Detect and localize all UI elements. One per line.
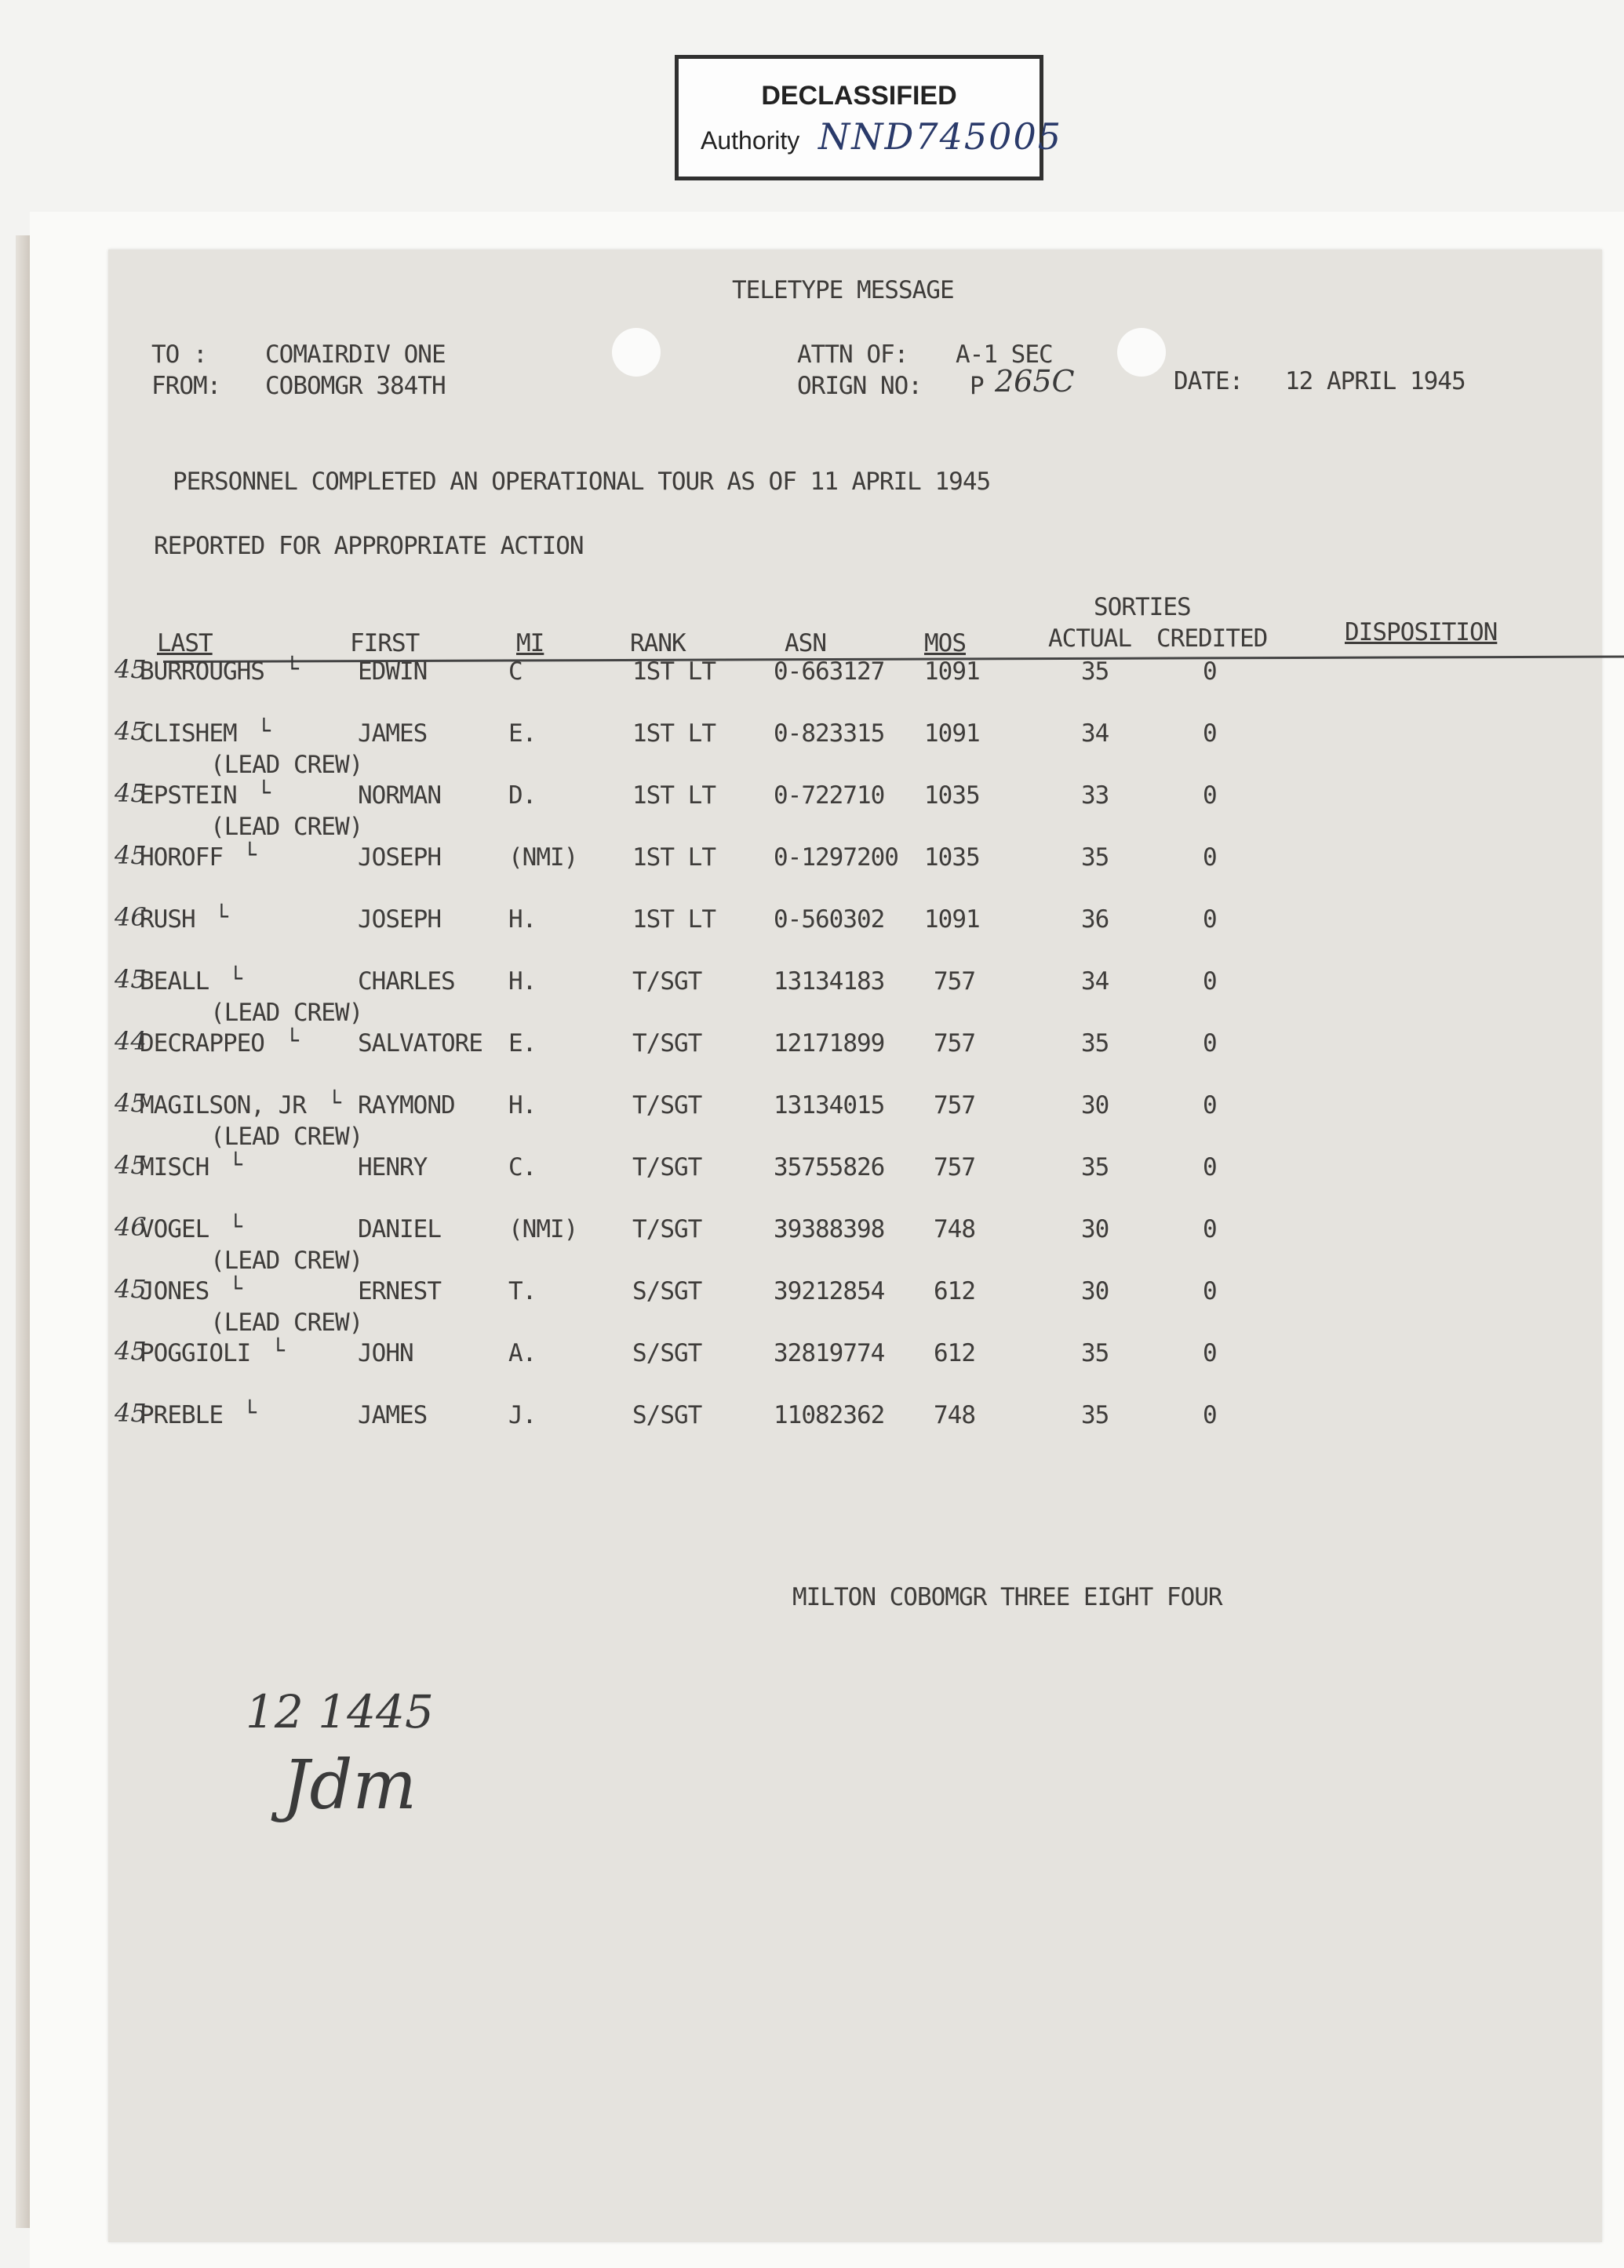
- row-asn: 0-722710: [774, 781, 885, 810]
- row-mi: H.: [508, 905, 537, 934]
- row-number: 45: [115, 1274, 147, 1304]
- row-first: JAMES: [358, 719, 428, 748]
- row-mi: H.: [508, 1091, 537, 1119]
- row-mi: C: [508, 657, 523, 686]
- row-number: 45: [115, 1398, 147, 1428]
- row-first: SALVATORE: [358, 1029, 482, 1058]
- row-number: 46: [115, 1212, 147, 1242]
- row-credited: 0: [1203, 781, 1217, 810]
- row-asn: 39388398: [774, 1215, 885, 1243]
- check-mark-icon: └: [286, 1028, 299, 1054]
- row-rank: T/SGT: [632, 1153, 702, 1181]
- stamp-title: DECLASSIFIED: [761, 81, 957, 111]
- action-line: REPORTED FOR APPROPRIATE ACTION: [154, 532, 584, 560]
- row-asn: 0-663127: [774, 657, 885, 686]
- col-last: LAST: [157, 629, 213, 657]
- row-last: RUSH: [140, 905, 195, 934]
- row-note: (LEAD CREW): [210, 813, 363, 841]
- row-rank: 1ST LT: [632, 719, 716, 748]
- row-note: (LEAD CREW): [210, 1309, 363, 1337]
- row-last: VOGEL: [140, 1215, 209, 1243]
- row-credited: 0: [1203, 1339, 1217, 1367]
- row-number: 45: [115, 778, 147, 808]
- tour-completion-line: PERSONNEL COMPLETED AN OPERATIONAL TOUR AS OF 11 APRIL 1945: [173, 468, 991, 496]
- row-mos: 1035: [924, 781, 980, 810]
- attn-value: A-1 SEC: [956, 340, 1053, 369]
- col-asn: ASN: [785, 629, 826, 657]
- row-mi: E.: [508, 1029, 537, 1058]
- row-rank: S/SGT: [632, 1339, 702, 1367]
- row-asn: 32819774: [774, 1339, 885, 1367]
- row-mi: T.: [508, 1277, 537, 1305]
- origin-prefix: P: [970, 372, 984, 400]
- row-number: 45: [115, 1336, 147, 1366]
- row-actual: 34: [1081, 719, 1109, 748]
- row-note: (LEAD CREW): [210, 1247, 363, 1275]
- row-credited: 0: [1203, 843, 1217, 872]
- row-actual: 34: [1081, 967, 1109, 996]
- row-rank: T/SGT: [632, 1215, 702, 1243]
- row-mi: H.: [508, 967, 537, 996]
- row-credited: 0: [1203, 657, 1217, 686]
- row-number: 46: [115, 902, 147, 932]
- row-asn: 13134183: [774, 967, 885, 996]
- row-asn: 35755826: [774, 1153, 885, 1181]
- row-number: 45: [115, 840, 147, 870]
- row-mi: A.: [508, 1339, 537, 1367]
- row-credited: 0: [1203, 1153, 1217, 1181]
- punch-hole-right: [1117, 328, 1166, 377]
- row-note: (LEAD CREW): [210, 999, 363, 1027]
- row-first: JOSEPH: [358, 843, 441, 872]
- row-rank: 1ST LT: [632, 905, 716, 934]
- attn-label: ATTN OF:: [797, 340, 908, 369]
- row-mos: 748: [934, 1401, 975, 1429]
- stamp-authority-value: NND745005: [818, 115, 1062, 158]
- row-mos: 748: [934, 1215, 975, 1243]
- handwritten-time: 12 1445: [246, 1685, 434, 1738]
- row-actual: 30: [1081, 1091, 1109, 1119]
- check-mark-icon: └: [215, 904, 228, 930]
- col-actual: ACTUAL: [1048, 624, 1131, 653]
- row-first: EDWIN: [358, 657, 428, 686]
- row-last: CLISHEM: [140, 719, 237, 748]
- row-credited: 0: [1203, 1277, 1217, 1305]
- row-note: (LEAD CREW): [210, 751, 363, 779]
- row-mos: 757: [934, 1091, 975, 1119]
- row-actual: 33: [1081, 781, 1109, 810]
- row-first: CHARLES: [358, 967, 455, 996]
- check-mark-icon: └: [243, 842, 257, 868]
- row-mos: 1091: [924, 719, 980, 748]
- row-rank: S/SGT: [632, 1401, 702, 1429]
- row-mos: 1035: [924, 843, 980, 872]
- check-mark-icon: └: [243, 1400, 257, 1425]
- row-mi: D.: [508, 781, 537, 810]
- row-actual: 35: [1081, 657, 1109, 686]
- row-first: JOHN: [358, 1339, 413, 1367]
- sorties-label: SORTIES: [1094, 593, 1191, 621]
- row-last: BEALL: [140, 967, 209, 996]
- row-mi: C.: [508, 1153, 537, 1181]
- row-mi: J.: [508, 1401, 537, 1429]
- col-mos: MOS: [924, 629, 966, 657]
- row-credited: 0: [1203, 967, 1217, 996]
- col-first: FIRST: [350, 629, 420, 657]
- signature-line: MILTON COBOMGR THREE EIGHT FOUR: [792, 1583, 1222, 1611]
- check-mark-icon: └: [328, 1090, 341, 1116]
- col-disposition: DISPOSITION: [1345, 618, 1498, 646]
- row-actual: 30: [1081, 1215, 1109, 1243]
- declassified-stamp: [675, 55, 1062, 180]
- check-mark-icon: └: [229, 1152, 242, 1178]
- row-number: 45: [115, 654, 147, 684]
- col-rank: RANK: [630, 629, 686, 657]
- row-asn: 13134015: [774, 1091, 885, 1119]
- row-actual: 35: [1081, 1029, 1109, 1058]
- row-number: 45: [115, 1150, 147, 1180]
- from-value: COBOMGR 384TH: [265, 372, 446, 400]
- row-asn: 0-823315: [774, 719, 885, 748]
- row-asn: 0-560302: [774, 905, 885, 934]
- col-credited: CREDITED: [1156, 624, 1268, 653]
- row-last: MISCH: [140, 1153, 209, 1181]
- row-mos: 612: [934, 1277, 975, 1305]
- row-mos: 757: [934, 1153, 975, 1181]
- row-first: RAYMOND: [358, 1091, 455, 1119]
- row-number: 45: [115, 716, 147, 746]
- check-mark-icon: └: [257, 780, 271, 806]
- row-mos: 1091: [924, 905, 980, 934]
- row-first: HENRY: [358, 1153, 428, 1181]
- row-asn: 12171899: [774, 1029, 885, 1058]
- row-asn: 39212854: [774, 1277, 885, 1305]
- row-mos: 757: [934, 1029, 975, 1058]
- origin-label: ORIGN NO:: [797, 372, 922, 400]
- row-rank: S/SGT: [632, 1277, 702, 1305]
- date-value: 12 APRIL 1945: [1285, 367, 1466, 395]
- from-label: FROM:: [151, 372, 221, 400]
- row-first: DANIEL: [358, 1215, 441, 1243]
- row-credited: 0: [1203, 1401, 1217, 1429]
- origin-handwritten: 265C: [995, 364, 1075, 399]
- handwritten-initials: Jdm: [282, 1746, 417, 1825]
- check-mark-icon: └: [286, 656, 299, 682]
- row-number: 45: [115, 964, 147, 994]
- stamp-authority-label: Authority: [701, 126, 800, 155]
- row-rank: T/SGT: [632, 1091, 702, 1119]
- row-actual: 35: [1081, 843, 1109, 872]
- col-mi: MI: [516, 629, 544, 657]
- row-mi: (NMI): [508, 1215, 578, 1243]
- row-mos: 612: [934, 1339, 975, 1367]
- row-rank: T/SGT: [632, 967, 702, 996]
- row-asn: 11082362: [774, 1401, 885, 1429]
- row-credited: 0: [1203, 1029, 1217, 1058]
- row-credited: 0: [1203, 1091, 1217, 1119]
- row-last: MAGILSON, JR: [140, 1091, 306, 1119]
- punch-hole-left: [612, 328, 661, 377]
- row-asn: 0-1297200: [774, 843, 898, 872]
- check-mark-icon: └: [229, 966, 242, 992]
- row-credited: 0: [1203, 719, 1217, 748]
- date-label: DATE:: [1174, 367, 1243, 395]
- row-actual: 35: [1081, 1401, 1109, 1429]
- row-actual: 30: [1081, 1277, 1109, 1305]
- check-mark-icon: └: [257, 718, 271, 744]
- row-last: DECRAPPEO: [140, 1029, 264, 1058]
- row-last: PREBLE: [140, 1401, 223, 1429]
- row-rank: 1ST LT: [632, 843, 716, 872]
- row-last: BURROUGHS: [140, 657, 264, 686]
- check-mark-icon: └: [271, 1338, 285, 1363]
- to-label: TO :: [151, 340, 207, 369]
- row-last: POGGIOLI: [140, 1339, 251, 1367]
- row-rank: 1ST LT: [632, 781, 716, 810]
- row-mos: 1091: [924, 657, 980, 686]
- check-mark-icon: └: [229, 1276, 242, 1301]
- row-actual: 36: [1081, 905, 1109, 934]
- row-credited: 0: [1203, 1215, 1217, 1243]
- row-mi: (NMI): [508, 843, 578, 872]
- row-last: HOROFF: [140, 843, 223, 872]
- row-number: 45: [115, 1088, 147, 1118]
- row-mos: 757: [934, 967, 975, 996]
- row-mi: E.: [508, 719, 537, 748]
- to-value: COMAIRDIV ONE: [265, 340, 446, 369]
- row-rank: T/SGT: [632, 1029, 702, 1058]
- row-number: 44: [115, 1026, 147, 1056]
- check-mark-icon: └: [229, 1214, 242, 1240]
- row-first: JOSEPH: [358, 905, 441, 934]
- row-first: JAMES: [358, 1401, 428, 1429]
- row-last: JONES: [140, 1277, 209, 1305]
- row-actual: 35: [1081, 1153, 1109, 1181]
- row-credited: 0: [1203, 905, 1217, 934]
- row-note: (LEAD CREW): [210, 1123, 363, 1151]
- row-first: NORMAN: [358, 781, 441, 810]
- row-actual: 35: [1081, 1339, 1109, 1367]
- row-first: ERNEST: [358, 1277, 441, 1305]
- teletype-document: [108, 249, 1602, 2242]
- row-last: EPSTEIN: [140, 781, 237, 810]
- row-rank: 1ST LT: [632, 657, 716, 686]
- message-header: TELETYPE MESSAGE: [732, 276, 954, 304]
